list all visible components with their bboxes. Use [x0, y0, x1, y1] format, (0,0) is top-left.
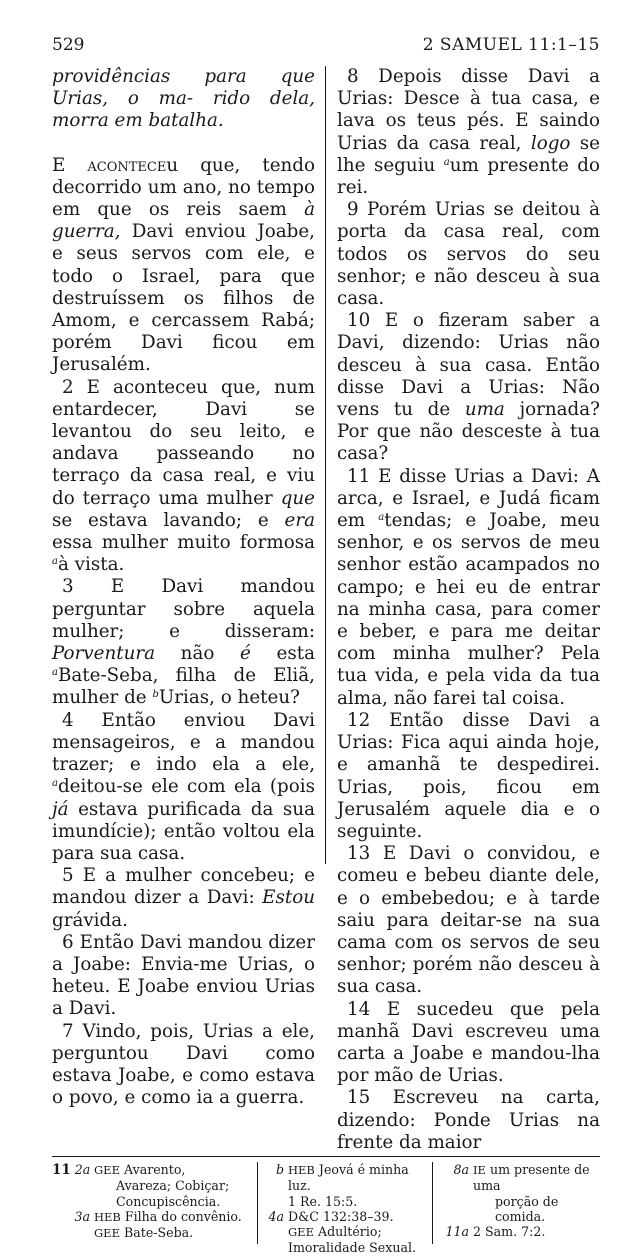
- text-columns: [52, 66, 600, 1154]
- page-header: [52, 30, 600, 60]
- footnote-2a[interactable]: [52, 1162, 257, 1178]
- verse-italic: Porventura: [52, 643, 155, 665]
- verse-text: jornada? Por que não desceste à tua casa?: [336, 399, 600, 465]
- verse-text: 10 E o fizeram saber a Davi, dizendo: Urias não desceu à sua casa. Então disse Davi a Urias: Não vens tu de: [336, 310, 600, 421]
- verse-text: 4 Então enviou Davi mensageiros, e a mandou trazer; e indo ela a ele,: [52, 709, 315, 776]
- verse-text: não: [154, 643, 241, 665]
- chapter-summary: [52, 66, 315, 133]
- footnote-chapter: 11: [52, 1161, 71, 1178]
- footnote-ref: 11a: [445, 1224, 469, 1240]
- footnote-line-text: Bate-Seba.: [124, 1225, 194, 1241]
- verse-text: esta: [250, 643, 315, 665]
- footnote-line: Imoralidade Sexual.: [288, 1240, 417, 1256]
- verse-2: [52, 377, 315, 577]
- footnote-ref: 3a: [74, 1208, 90, 1224]
- footnote-marker[interactable]: a: [443, 156, 450, 168]
- footnote-key: [439, 1162, 473, 1194]
- footnote-line: Jeová é minha luz.: [288, 1161, 409, 1194]
- footnote-line: [264, 1224, 432, 1240]
- verse-text: Urias, o heteu?: [158, 687, 300, 709]
- verse-6: 6 Então Davi mandou dizer a Joabe: Envia-me Urias, o heteu. E Joabe enviou Urias a Davi.: [52, 931, 315, 1020]
- verse-italic: logo: [530, 132, 571, 154]
- footnote-line-text: Concupiscência.: [116, 1193, 221, 1209]
- verse-5: [52, 865, 315, 932]
- footnote-8a[interactable]: [439, 1162, 599, 1194]
- verse-italic: à guerra,: [52, 199, 315, 243]
- footnote-line: porção de comida.: [495, 1193, 559, 1224]
- verse-italic: uma: [464, 399, 505, 421]
- footnote-11a[interactable]: [439, 1224, 599, 1239]
- verse-text: tendas; e Joabe, meu senhor, e os servos de meu senhor estão acampados no campo; e hei eu de entrar na minha casa, para comer e beber, e para me deitar com minha mulher? Pela tua vida, e pela vida da tua alma, não farei tal coisa.: [336, 510, 600, 709]
- verse-text: à vista.: [57, 554, 125, 576]
- footnote-abbr: HEB: [288, 1162, 315, 1177]
- left-column: [52, 66, 325, 1154]
- verse-text: essa mulher muito formosa: [52, 532, 315, 554]
- footnote-3a[interactable]: [52, 1209, 257, 1225]
- footnote-text: [473, 1162, 599, 1194]
- footnote-abbr: GEE: [94, 1226, 120, 1241]
- footnote-text: D&C 132:38–39.: [288, 1208, 394, 1224]
- verse-3: [52, 576, 315, 709]
- verse-italic: era: [284, 509, 315, 531]
- footnote-line: Filha do convênio.: [124, 1208, 242, 1224]
- verse-7: 7 Vindo, pois, Urias a ele, perguntou Davi como estava Joabe, e como estava o povo, e como ia a guerra.: [52, 1020, 315, 1109]
- verse-10: [337, 310, 600, 465]
- footnote-text: [288, 1162, 432, 1194]
- footnote-marker[interactable]: b: [152, 689, 159, 701]
- footnote-line: [52, 1178, 257, 1193]
- verse-italic: é: [240, 643, 251, 665]
- footnote-marker[interactable]: a: [52, 667, 58, 679]
- footnote-line: Avarento,: [124, 1161, 186, 1177]
- verse-text: grávida.: [52, 909, 128, 931]
- verse-text: u que, tendo decorrido um ano, no tempo em que os reis saem: [52, 154, 316, 221]
- verse-text: 3 E Davi mandou perguntar sobre aquela mulher; e disseram:: [52, 576, 315, 642]
- footnote-line: [52, 1225, 257, 1241]
- footnote-ref: 8a: [453, 1161, 469, 1177]
- footnote-4a[interactable]: [264, 1209, 432, 1224]
- footnote-key: [264, 1209, 288, 1224]
- footnote-ref: 2a: [74, 1161, 91, 1177]
- footnote-key: [264, 1162, 288, 1194]
- chapter-summary-line: providências para que Urias, o ma-: [52, 66, 315, 110]
- verse-text: estava purificada da sua imundície); então voltou ela para sua casa.: [52, 798, 315, 864]
- footnote-ref: b: [275, 1161, 284, 1177]
- footnote-abbr: IE: [473, 1162, 486, 1177]
- verse-1: [52, 155, 315, 377]
- footnote-line: 1 Re. 15:5.: [288, 1193, 358, 1209]
- footnote-column-3: [432, 1162, 599, 1244]
- footnote-line-text: Avareza; Cobiçar;: [116, 1178, 230, 1194]
- footnote-ref: 4a: [268, 1208, 284, 1224]
- footnote-text: [94, 1162, 257, 1178]
- verse-text: deitou-se ele com ela (pois: [57, 776, 315, 798]
- footnote-key: [52, 1209, 94, 1225]
- footnotes: [52, 1157, 600, 1256]
- footnote-abbr: GEE: [94, 1162, 120, 1177]
- verse-text: Davi enviou Joabe, e seus servos com ele, e todo o Israel, para que destruíssem os filhos de Amom, e cercassem Rabá; porém Davi ficou em Jerusalém.: [52, 221, 315, 376]
- footnote-text: [94, 1209, 257, 1225]
- footnote-marker[interactable]: a: [378, 512, 385, 524]
- verse-12: 12 Então disse Davi a Urias: Fica aqui ainda hoje, e amanhã te despedirei. Urias, pois, ficou em Jerusalém aquele dia e o seguinte.: [336, 709, 600, 842]
- verse-italic: que: [280, 487, 315, 509]
- footnote-column-1: [52, 1162, 257, 1244]
- verse-8: [337, 66, 600, 199]
- running-head: 2 SAMUEL 11:1–15: [422, 35, 600, 55]
- verse-text: 2 E aconteceu que, num entardecer, Davi se levantou do seu leito, e andava passeando no terraço da casa real, e viu do terraço uma mulher: [52, 376, 315, 509]
- verse-14: 14 E sucedeu que pela manhã Davi escreveu uma carta a Joabe e mandou-lha por mão de Urias.: [336, 998, 600, 1087]
- footnote-key: [439, 1224, 473, 1239]
- right-column: [326, 66, 600, 1154]
- footnote-line: [52, 1194, 257, 1209]
- footnote-3b[interactable]: [264, 1162, 432, 1194]
- footnote-marker[interactable]: a: [52, 556, 58, 568]
- footnote-line-text: Adultério;: [318, 1224, 382, 1240]
- verse-11: [337, 466, 600, 710]
- verse-text: se lhe seguiu: [336, 132, 600, 176]
- footnote-text: 2 Sam. 7:2.: [473, 1224, 546, 1240]
- verse-italic: já: [52, 798, 69, 820]
- footnote-column-2: [257, 1161, 432, 1256]
- verse-text: Bate-Seba, filha de Eliã, mulher de: [52, 665, 315, 709]
- verse-text: 8 Depois disse Davi a Urias: Desce à tua casa, e lava os teus pés. E saindo Urias da casa real,: [336, 66, 600, 154]
- page-number: 529: [52, 35, 85, 55]
- chapter-summary-line: rido dela, morra em batalha.: [52, 88, 315, 132]
- verse-text: um presente do rei.: [336, 154, 600, 199]
- footnote-abbr: HEB: [94, 1209, 121, 1224]
- footnote-line: um presente de uma: [473, 1161, 590, 1194]
- verse-15: 15 Escreveu na carta, dizendo: Ponde Urias na frente da maior: [336, 1087, 600, 1153]
- verse-text: 11 E disse Urias a Davi: A arca, e Israel, e Judá ficam em: [336, 465, 600, 532]
- footnote-marker[interactable]: a: [52, 778, 58, 790]
- verse-13: 13 E Davi o convidou, e comeu e bebeu diante dele, e o embebedou; e à tarde saiu para deitar-se na sua cama com os servos de seu senhor; porém não desceu à sua casa.: [336, 843, 600, 998]
- verse-4: [52, 710, 315, 865]
- verse-text: 5 E a mulher concebeu; e mandou dizer a Davi:: [52, 865, 315, 909]
- verse-1-initial: E acontece: [52, 154, 167, 176]
- footnote-abbr: GEE: [288, 1225, 314, 1240]
- verse-9: 9 Porém Urias se deitou à porta da casa real, com todos os servos do seu senhor; e não desceu à sua casa.: [336, 199, 600, 310]
- verse-italic: Estou: [262, 887, 315, 909]
- verse-text: se estava lavando; e: [52, 509, 285, 531]
- footnote-key: [52, 1162, 94, 1178]
